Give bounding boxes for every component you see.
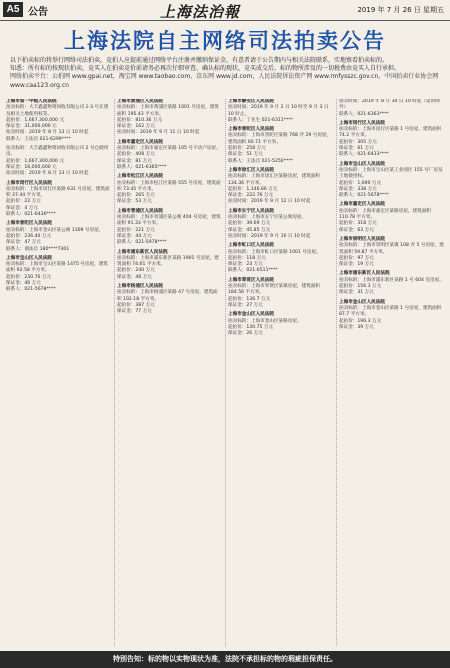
notice-line: 保证金：16,000,000 元 (6, 164, 57, 170)
court-name: 上海市第一中级人民法院 (6, 99, 57, 104)
notice-line: 联系人：021-6433**** (339, 152, 389, 158)
court-name: 上海市嘉定区人民法院 (117, 139, 163, 145)
court-name: 上海市徐汇区人民法院 (228, 167, 274, 173)
notice-line: 联系人：021-5678**** (339, 193, 389, 199)
notice-line: 联系人：王法官 021-6299**** (6, 136, 71, 142)
notice-line: 联系人：王法官 021-5250**** (228, 158, 293, 164)
notice-line: 拍卖时间：2019 年 9 月 16 日 10 时起 (228, 233, 311, 239)
auction-notice (6, 99, 111, 143)
auction-notice (117, 140, 222, 171)
notice-line: 拍卖标的：上海市杨浦区某路 47 号房屋，建筑面积 102.18 平方米。 (117, 290, 218, 302)
notice-line: 拍卖标的：上海市长宁区某公寓房屋。 (228, 215, 307, 221)
notice-line: 起拍价：22 万元 (6, 199, 41, 205)
notice-line: 起拍价：118 万元 (228, 255, 266, 261)
court-name: 上海市宝山区人民法院 (6, 255, 52, 261)
notice-line: 联系人：021-6436**** (6, 212, 56, 218)
auction-notice (339, 162, 444, 200)
auction-notice (228, 209, 333, 240)
notice-line: 拍卖标的：大丰鑫鑫物资回收有限公司 2 号仓储用房。 (6, 146, 109, 158)
notice-line: 起拍价：1,146.66 万元 (228, 186, 278, 192)
notice-line: 保证金：77 万元 (117, 309, 152, 315)
auction-notice (339, 202, 444, 233)
auction-notice (6, 146, 111, 177)
notice-line: 保证金：45.85 万元 (228, 227, 271, 233)
notice-line: 拍卖标的：上海市青浦区某公寓 404 号房屋，建筑面积 91.33 平方米。 (117, 215, 221, 227)
notice-line: 拍卖时间：2019 年 8 月 13 日 10 时起 (6, 171, 89, 177)
page-headline: 上海法院自主网络司法拍卖公告 (64, 29, 386, 53)
notice-line: 拍卖标的：大丰鑫鑫物资回收有限公司 1-3 号在建及相关土地使用权等。 (6, 105, 109, 117)
court-name: 上海市杨浦区人民法院 (117, 284, 163, 290)
auction-notice (339, 271, 444, 296)
notice-line: 拍卖标的：上海市宝山区某路 1475 号房屋，建筑面积 92.58 平方米。 (6, 262, 108, 274)
notice-columns (6, 99, 444, 646)
notice-column (114, 99, 222, 646)
notice-line: 保证金：63 万元 (339, 227, 374, 233)
notice-line: 保证金：162 万元 (117, 124, 155, 130)
notice-line: 保证金：39 万元 (339, 324, 374, 330)
notice-line: 拍卖标的：上海市嘉定区某路 105 号不动产房屋。 (117, 146, 221, 152)
notice-line: 起拍价：156.3 万元 (339, 284, 382, 290)
notice-line: 起拍价：240 万元 (117, 268, 155, 274)
auction-notice (6, 181, 111, 219)
notice-line: 起拍价：230.76 万元 (6, 274, 52, 280)
notice-line: 联系人：021-6363**** (339, 111, 389, 117)
notice-line: 拍卖时间：2019 年 9 月 11 日 10 时起 (117, 130, 200, 136)
notice-line: 保证金：4 万元 (6, 205, 38, 211)
court-name: 上海市崇明区人民法院 (339, 236, 385, 242)
notice-line: 拍卖标的：上海市浦东新区某路 1901 号房屋，建筑面积 74.61 平方米。 (117, 255, 219, 268)
auction-notice (228, 312, 333, 337)
notice-line: 起拍价：387 万元 (117, 302, 155, 308)
section-label: 公告 (28, 7, 48, 18)
notice-line: 拍卖标的：上海市普陀区某路 768 弄 29 号房屋，建筑面积 60.71 平方米。 (228, 133, 332, 145)
notice-line: 拍卖标的：上海市徐汇区某路房屋，建筑面积 134.36 平方米。 (228, 174, 320, 186)
notice-line: 拍卖时间：2019 年 8 月 13 日 10 时起 (6, 130, 89, 136)
auction-notice (228, 99, 333, 124)
notice-line: 保证金：27 万元 (228, 302, 263, 308)
notice-line: 拍卖标的：上海市崇明区某镇 108 弄 5 号房屋，建筑面积 59.87 平方米。 (339, 243, 444, 255)
court-name: 上海市静安区人民法院 (228, 99, 274, 104)
court-name: 上海市奉贤区人民法院 (228, 277, 274, 283)
court-name: 上海市浦东新区人民法院 (339, 271, 390, 277)
notice-column (6, 99, 111, 646)
notice-line: 保证金：81 万元 (117, 158, 152, 164)
notice-line: 拍卖标的：上海市嘉定区某路房屋，建筑面积 110.78 平方米。 (339, 208, 431, 221)
notice-line: 保证金：61 万元 (339, 146, 374, 152)
auction-notice (339, 99, 444, 118)
notice-line: 拍卖时间：2019 年 9 月 12 日 10 时起 (228, 199, 311, 205)
notice-line: 起拍价：1,690 万元 (339, 180, 382, 186)
notice-line: 拍卖时间：2019 年 8 月 30 日 10 时起（延时除外） (339, 99, 440, 111)
notice-line: 起拍价：136.7 万元 (228, 296, 271, 302)
notice-line: 保证金：338 万元 (339, 186, 377, 192)
notice-line: 起拍价：265 万元 (117, 193, 155, 199)
auction-notice (228, 243, 333, 274)
notice-line: 起拍价：318 万元 (339, 221, 377, 227)
auction-notice (117, 174, 222, 205)
auction-notice (117, 250, 222, 281)
notice-line: 起拍价：258 万元 (228, 146, 266, 152)
court-name: 上海市普陀区人民法院 (6, 221, 52, 227)
court-name: 上海市黄浦区人民法院 (117, 99, 163, 104)
notice-line: 拍卖标的：上海市虹口区某路 1001 号房屋。 (228, 249, 321, 255)
court-name: 上海市嘉定区人民法院 (339, 202, 385, 208)
notice-line: 保证金：51 万元 (228, 152, 263, 158)
notice-line: 拍卖标的：上海市松江区某路 555 号房屋，建筑面积 73.45 平方米。 (117, 180, 221, 192)
auction-notice (6, 221, 111, 252)
notice-line: 保证金：31 万元 (339, 290, 374, 296)
notice-line: 起拍价：39.69 万元 (228, 221, 271, 227)
court-name: 上海市长宁区人民法院 (228, 208, 274, 214)
court-name: 上海市闵行区人民法院 (6, 180, 52, 186)
notice-line: 起拍价：97 万元 (339, 255, 374, 261)
notice-line: 拍卖标的：上海市宝山区某工业园区 155 号厂房及土地使用权。 (339, 167, 443, 180)
notice-line: 起拍价：221 万元 (117, 227, 155, 233)
notice-line: 保证金：44 万元 (117, 233, 152, 239)
notice-line: 保证金：23 万元 (228, 262, 263, 268)
notice-line: 起拍价：810.36 万元 (117, 117, 163, 123)
notice-line: 保证金：46 万元 (6, 281, 41, 287)
notice-line: 保证金：48 万元 (117, 274, 152, 280)
notice-line: 拍卖标的：上海市浦东新区某路 1 号 604 室房屋。 (339, 277, 444, 283)
notice-line: 保证金：222.76 万元 (228, 193, 274, 199)
masthead-bar (0, 0, 450, 21)
footer-notice: 特别告知：标的物以实物现状为准，法院不承担标的物的瑕疵担保责任。 (0, 651, 450, 668)
newspaper-logo: 上海法治報 (160, 3, 241, 21)
court-name: 上海市金山区人民法院 (228, 312, 274, 318)
court-name: 上海市金山区人民法院 (339, 299, 385, 305)
notice-line: 拍卖标的：上海市金山区某路 1 号房屋，建筑面积 87.7 平方米。 (339, 305, 442, 318)
intro-line-2: 知悉：所有标的按现状拍卖，竞买人在拍卖竞价前请务必再次仔细审查、确认标的现状，竞买成交后，标的物所涉及的一切税费由竞买人自行承担。 (10, 65, 401, 73)
notice-line: 起拍价：1,667,300,000 元 (6, 158, 65, 164)
court-name: 上海市浦东新区人民法院 (117, 249, 168, 255)
auction-notice (117, 284, 222, 315)
auction-notice (228, 127, 333, 165)
page-number-badge: A5 (3, 2, 23, 17)
notice-line: 保证金：53 万元 (117, 199, 152, 205)
issue-date: 2019 年 7 月 26 日 星期五 (357, 6, 444, 14)
court-name: 上海市普陀区人民法院 (228, 127, 274, 133)
notice-line: 保证金：19 万元 (339, 262, 374, 268)
notice-line: 起拍价：408 万元 (117, 152, 155, 158)
notice-line: 起拍价：236.40 万元 (6, 233, 52, 239)
court-name: 上海市松江区人民法院 (117, 174, 163, 180)
auction-notice (339, 121, 444, 159)
notice-line: 拍卖标的：上海市金山区某公寓 1309 号房屋。 (6, 227, 104, 233)
court-name: 上海市闵行区人民法院 (339, 120, 385, 126)
notice-line: 拍卖标的：上海市奉贤区某镇房屋，建筑面积 184.56 平方米。 (228, 284, 320, 296)
notice-column (336, 99, 444, 646)
auction-notice (228, 278, 333, 309)
notice-line: 拍卖时间：2019 年 9 月 2 日 10 时至 9 月 3 日 10 时止。 (228, 105, 329, 117)
notice-line: 起拍价：130.75 万元 (228, 324, 274, 330)
notice-line: 拍卖标的：上海市黄浦区某路 1001 号房屋，建筑面积 195.43 平方米。 (117, 105, 219, 117)
notice-line: 联系人：021-5678**** (6, 287, 56, 293)
auction-notice (6, 256, 111, 294)
auction-notice (339, 237, 444, 268)
notice-line: 起拍价：305 万元 (339, 139, 377, 145)
notice-line: 保证金：47 万元 (6, 240, 41, 246)
notice-line: 联系人：021-6511**** (228, 268, 278, 274)
auction-notice (339, 300, 444, 331)
court-name: 上海市宝山区人民法院 (339, 161, 385, 167)
auction-notice (228, 168, 333, 206)
notice-line: 联系人：021-5978**** (117, 240, 167, 246)
auction-notice (117, 209, 222, 247)
court-name: 上海市虹口区人民法院 (228, 243, 274, 249)
notice-line: 起拍价：196.3 万元 (339, 318, 382, 324)
notice-line: 拍卖标的：上海市闵行区某路 631 号房屋，建筑面积 37.44 平方米。 (6, 186, 110, 199)
notice-line: 联系人：丁先生 021-6311**** (228, 117, 293, 123)
notice-line: 联系人：021-6365**** (117, 164, 167, 170)
auction-notice (117, 99, 222, 137)
intro-urls: 网络拍卖平台：公拍网 www.gpai.net，淘宝网 www.taobao.com，京东网 www.jd.com，人民法院诉讼资产网 www.rmfysszc.gov.cn，中国拍卖行业协会网 www.caa123.org.cn (10, 73, 439, 89)
notice-line: 保证金：26 万元 (228, 331, 263, 337)
notice-line: 拍卖标的：上海市闵行区某路 1 号房屋，建筑面积 74.2 平方米。 (339, 127, 442, 139)
intro-line-1: 以下拍卖标的将举行网络司法拍卖，竞拍人应提前通过网络平台注册并缴纳保证金，有意者请于公告期内与相关法院联系，实地察看拍卖标的。 (10, 57, 389, 64)
court-name: 上海市青浦区人民法院 (117, 208, 163, 214)
intro-paragraph (10, 57, 440, 90)
notice-line: 保证金：31,000,000 元 (6, 124, 57, 130)
notice-column (225, 99, 333, 646)
notice-line: 起拍价：1,667,300,000 元 (6, 117, 65, 123)
notice-line: 联系人：俞法官 180****7301 (6, 246, 70, 252)
notice-line: 拍卖标的：上海市金山区某路房屋。 (228, 318, 302, 324)
